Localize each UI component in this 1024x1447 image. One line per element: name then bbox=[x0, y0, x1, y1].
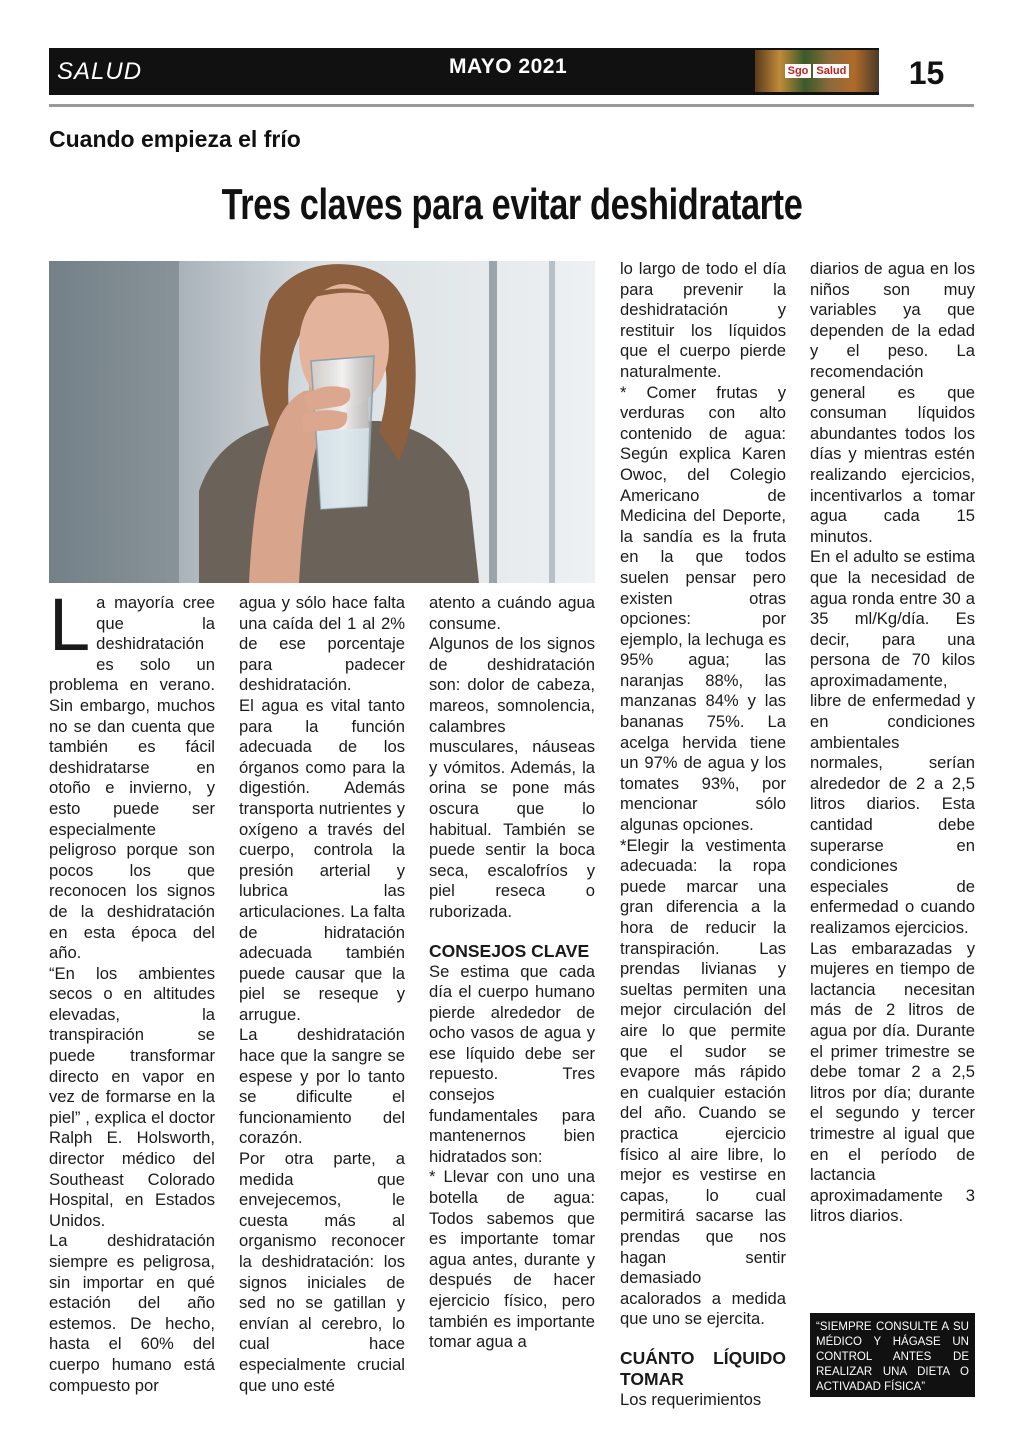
paragraph bbox=[49, 583, 215, 964]
paragraph: Por otra parte, a medida que envejecemos, le cuesta más al organismo reconocer la deshidratación: los signos iniciales de sed no se gatillan y envían al cerebro, lo cual hace especialmente crucial que uno esté bbox=[239, 1149, 405, 1395]
section-label: SALUD bbox=[57, 58, 143, 85]
paragraph: Algunos de los signos de deshidratación son: dolor de cabeza, mareos, somnolencia, calambres musculares, náuseas y vómitos. Además, la orina se pone más oscura que lo habitual. También se puede sentir la boca seca, escalofríos y piel reseca o ruborizada. bbox=[429, 634, 595, 921]
paragraph: Los requerimientos bbox=[620, 1389, 762, 1409]
paragraph: * Comer frutas y verduras con alto contenido de agua: Según explica Karen Owoc, del Colegio Americano de Medicina del Deporte, la sandía es la fruta en la que todos suelen pensar pero existen otras opciones: por ejemplo, la lechuga es 95% agua; las naranjas 88%, las manzanas 84% y las bananas 75%. La acelga hervida tiene un 97% de agua y los tomates 93%, por mencionar sólo algunas opciones. bbox=[620, 382, 786, 835]
paragraph: El agua es vital tanto para la función adecuada de los órganos como para la digestión. Además transporta nutrientes y oxígeno a través del cuerpo, controla la presión arterial y lubrica las articulaciones. La falta de hidratación adecuada también puede causar que la piel se reseque y arrugue. bbox=[239, 695, 405, 1024]
paragraph: diarios de agua en los niños son muy variables ya que dependen de la edad y el peso. La recomendación general es que consuman líquidos abundantes todos los días y mientras estén realizando ejercicios, incentivarlos a tomar agua cada 15 minutos. bbox=[810, 259, 975, 546]
article-column-5 bbox=[810, 259, 975, 1227]
paragraph: “En los ambientes secos o en altitudes elevadas, la transpiración se puede transformar directo en vapor en vez de formarse en la piel” , explica el doctor Ralph E. Holsworth, director médico del Southeast Colorado Hospital, en Estados Unidos. bbox=[49, 963, 215, 1230]
article-column-3 bbox=[429, 593, 595, 1353]
paragraph: La deshidratación hace que la sangre se espese y por lo tanto se dificulte el funcionamiento del corazón. bbox=[239, 1025, 405, 1148]
logo-part-2: Salud bbox=[813, 64, 849, 78]
header-rule bbox=[49, 104, 974, 107]
woman-drinking-water-icon bbox=[49, 261, 595, 583]
paragraph: atento a cuándo agua consume. bbox=[429, 593, 595, 633]
drop-cap: L bbox=[49, 583, 91, 666]
article-column-4 bbox=[620, 259, 786, 1410]
pull-quote-box: “SIEMPRE CONSULTE A SU MÉDICO Y HÁGASE UN CONTROL ANTES DE REALIZAR UNA DIETA O ACTIVADAD FÍSICA” bbox=[810, 1313, 975, 1397]
paragraph-text: a mayoría cree que la deshidratación es solo un problema en verano. Sin embargo, muchos no se dan cuenta que también es fácil deshidratarse en otoño e invierno, y esto puede ser especialmente peligroso porque son pocos los que reconocen los signos de la deshidratación en esta época del año. bbox=[49, 593, 215, 963]
page-number: 15 bbox=[879, 48, 974, 95]
article-photo bbox=[49, 261, 595, 583]
paragraph: Se estima que cada día el cuerpo humano pierde alrededor de ocho vasos de agua y ese líquido debe ser repuesto. Tres consejos fundamentales para mantenernos bien hidratados son: bbox=[429, 961, 595, 1166]
subhead-consejos-clave: CONSEJOS CLAVE bbox=[429, 940, 590, 961]
paragraph: lo largo de todo el día para prevenir la deshidratación y restituir los líquidos que el cuerpo pierde naturalmente. bbox=[620, 259, 786, 381]
article-column-1 bbox=[49, 583, 215, 1396]
kicker: Cuando empieza el frío bbox=[49, 126, 301, 152]
paragraph: agua y sólo hace falta una caída del 1 al 2% de ese porcentaje para padecer deshidratación. bbox=[239, 593, 405, 695]
paragraph: *Elegir la vestimenta adecuada: la ropa puede marcar una gran diferencia a la hora de reducir la transpiración. Las prendas livianas y sueltas permiten una mejor circulación del aire lo que permite que el sudor se evapore más rápido en cualquier estación del año. Cuando se practica ejercicio físico al aire libre, lo mejor es vestirse en capas, lo cual permitirá sacarse las prendas que nos hagan sentir demasiado acalorados a medida que uno se ejercita. bbox=[620, 835, 786, 1329]
paragraph: La deshidratación siempre es peligrosa, sin importar en qué estación del año estemos. De hecho, hasta el 60% del cuerpo humano está compuesto por bbox=[49, 1231, 215, 1395]
paragraph: Las embarazadas y mujeres en tiempo de lactancia necesitan más de 2 litros de agua por día. Durante el primer trimestre se debe tomar 2 a 2,5 litros por día; durante el segundo y tercer trimestre al igual que en el período de lactancia aproximadamente 3 litros diarios. bbox=[810, 938, 975, 1226]
headline: Tres claves para evitar deshidratarte bbox=[221, 180, 803, 229]
subhead-cuanto-liquido: CUÁNTO LÍQUIDO TOMAR bbox=[620, 1347, 786, 1389]
issue-date: MAYO 2021 bbox=[449, 55, 568, 78]
logo-part-1: Sgo bbox=[785, 64, 812, 78]
article-column-2 bbox=[239, 593, 405, 1396]
page-header bbox=[49, 48, 974, 95]
publication-logo bbox=[755, 50, 879, 92]
paragraph: En el adulto se estima que la necesidad de agua ronda entre 30 a 35 ml/Kg/día. Es decir, para una persona de 70 kilos aproximadamente, libre de enfermedad y en condiciones ambientales normales, serían alrededor de 2 a 2,5 litros diarios. Esta cantidad debe superarse en condiciones especiales de enfermedad o cuando realizamos ejercicios. bbox=[810, 547, 975, 937]
paragraph: * Llevar con uno una botella de agua: Todos sabemos que es importante tomar agua antes, durante y después de hacer ejercicio físico, pero también es importante tomar agua a bbox=[429, 1167, 595, 1352]
